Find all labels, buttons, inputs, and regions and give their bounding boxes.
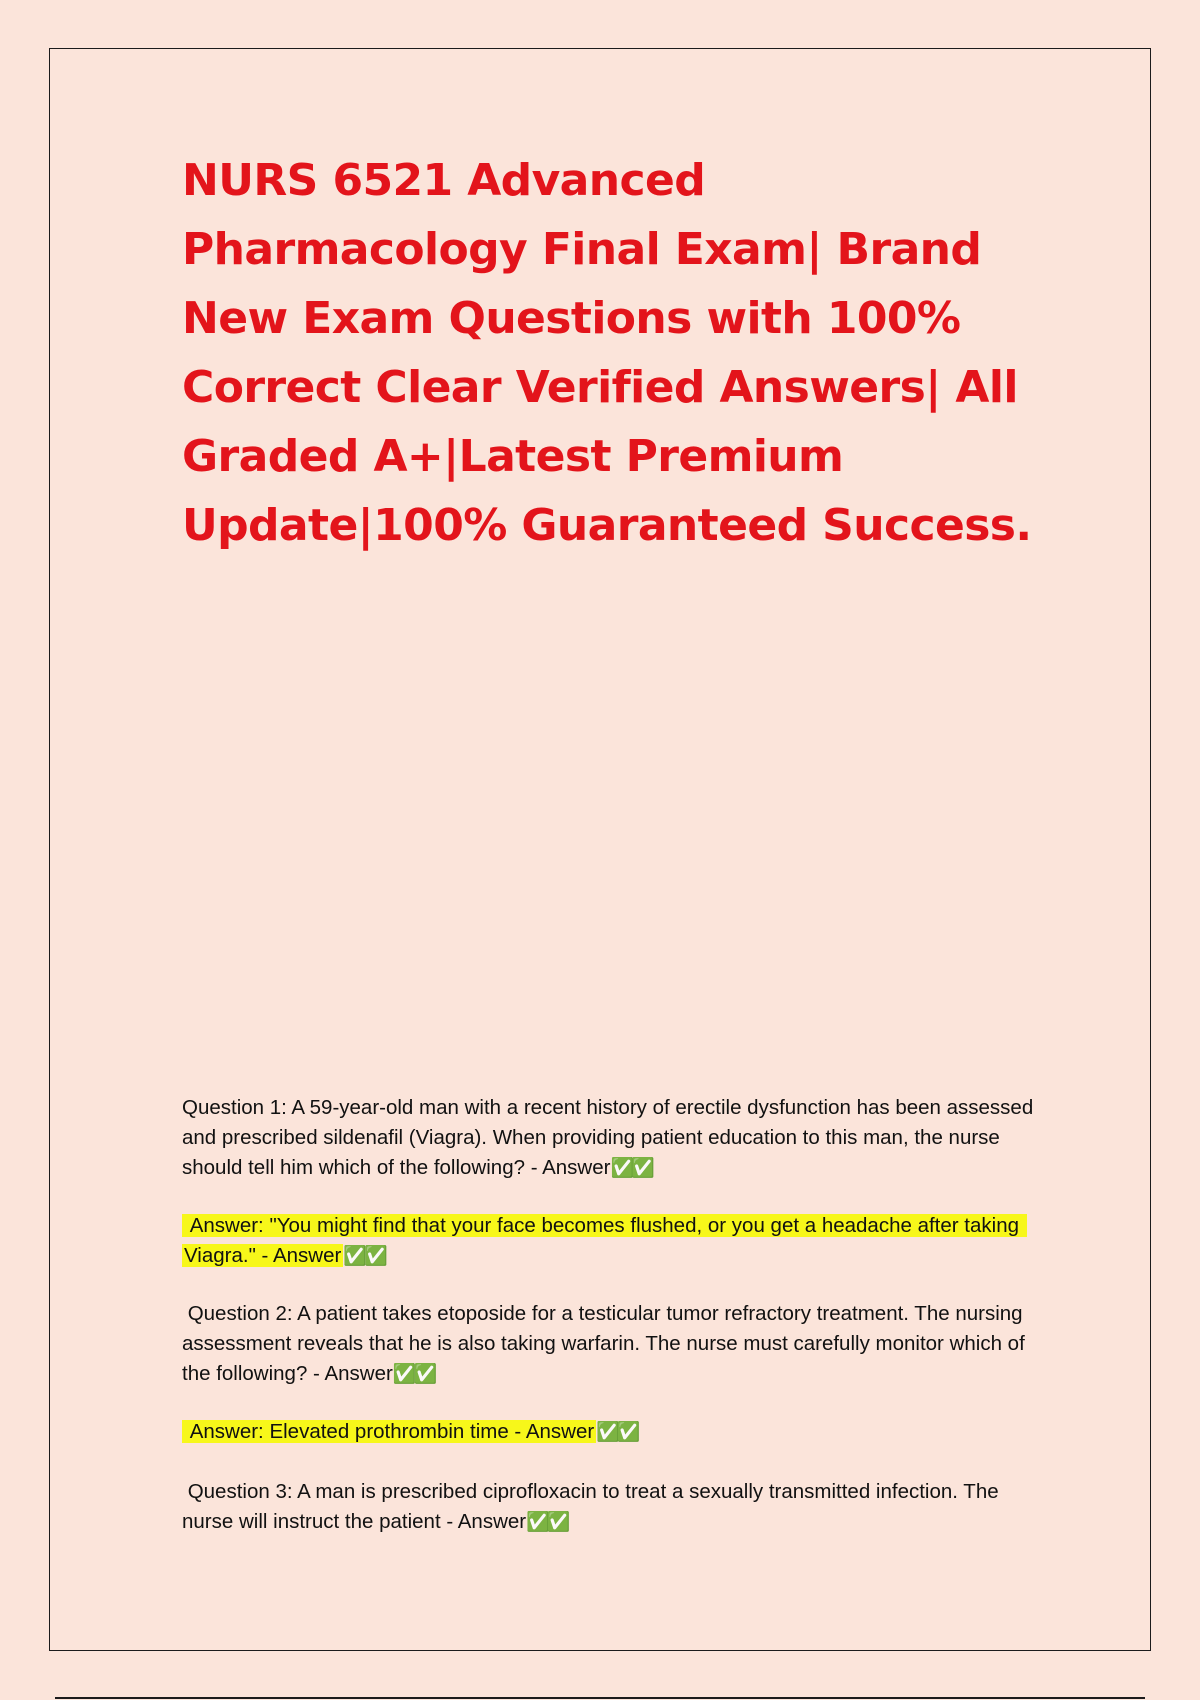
double-check-icon: ✅✅ bbox=[392, 1363, 435, 1385]
question-1 bbox=[182, 1093, 1042, 1183]
question-2 bbox=[182, 1299, 1042, 1389]
question-1-text: Question 1: A 59-year-old man with a recent history of erectile dysfunction has been assessed and prescribed sildenafil (Viagra). When providing patient education to this man, the nurse should tell him which of the following? - Answer bbox=[182, 1096, 1039, 1179]
answer-1 bbox=[182, 1211, 1042, 1271]
document-title: NURS 6521 Advanced Pharmacology Final Exam| Brand New Exam Questions with 100% Correct Clear Verified Answers| All Graded A+|Latest Premium Update|100% Guaranteed Success. bbox=[182, 155, 1032, 551]
question-3-text: Question 3: A man is prescribed ciprofloxacin to treat a sexually transmitted infection. The nurse will instruct the patient - Answer bbox=[182, 1480, 1005, 1533]
question-3 bbox=[182, 1477, 1042, 1537]
double-check-icon: ✅✅ bbox=[610, 1157, 652, 1179]
answer-1-text: Answer: "You might find that your face becomes flushed, or you get a headache after taking Viagra." - Answer bbox=[184, 1214, 1025, 1267]
double-check-icon: ✅✅ bbox=[343, 1245, 385, 1267]
answer-2-text: Answer: Elevated prothrombin time - Answer bbox=[184, 1420, 595, 1443]
double-check-icon: ✅✅ bbox=[526, 1511, 568, 1533]
question-2-text: Question 2: A patient takes etoposide for a testicular tumor refractory treatment. The nursing assessment reveals that he is also taking warfarin. The nurse must carefully monitor which of the following? - Answer bbox=[182, 1302, 1031, 1385]
next-page-edge bbox=[55, 1697, 1145, 1699]
double-check-icon: ✅✅ bbox=[596, 1421, 638, 1443]
answer-2 bbox=[182, 1417, 1042, 1447]
